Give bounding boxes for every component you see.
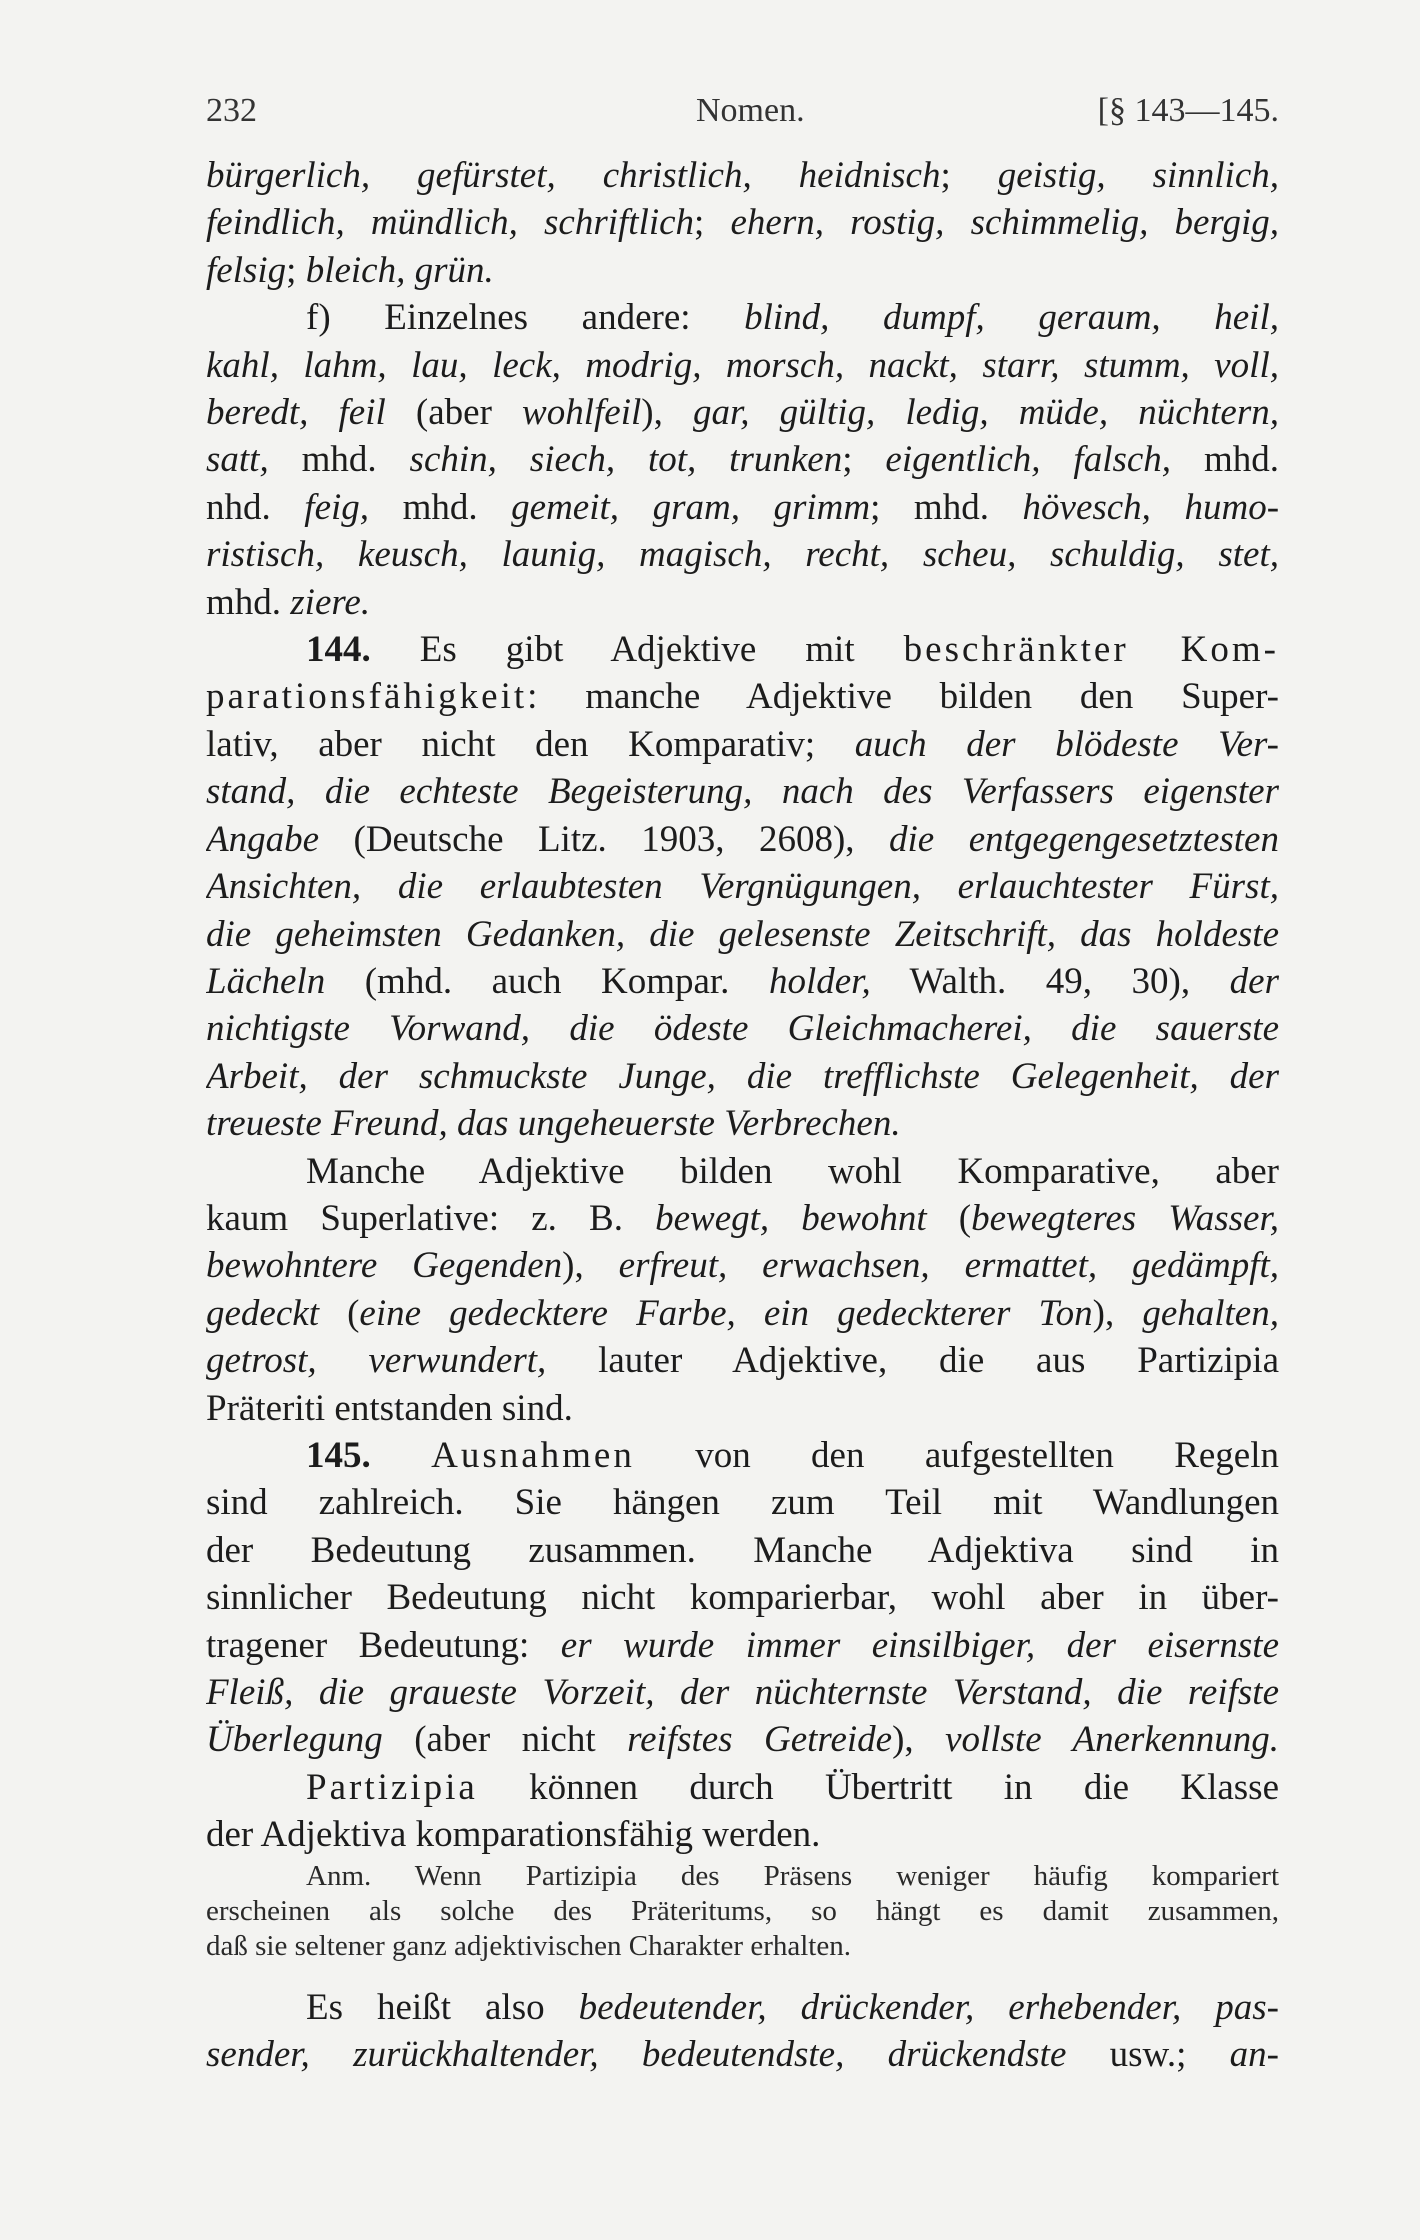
page-number: 232 [206,92,257,129]
text-line: mhd. ziere. [206,581,371,623]
running-header [206,92,1279,152]
body-text [206,152,1279,2078]
text-line: gedeckt (eine gedecktere Farbe, ein gedeckterer Ton), gehalten, [206,1292,1279,1334]
text-line: daß sie seltener ganz adjektivischen Charakter erhalten. [206,1929,851,1962]
text-line: sender, zurückhaltender, bedeutendste, drückendste usw.; an- [206,2034,1279,2076]
text-line: feindlich, mündlich, schriftlich; ehern, rostig, schimmelig, bergig, [206,202,1279,244]
text-line: nichtigste Vorwand, die ödeste Gleichmacherei, die sauerste [206,1008,1279,1050]
text-line: stand, die echteste Begeisterung, nach des Verfassers eigenster [206,771,1279,813]
text-line: Partizipia können durch Übertritt in die Klasse [306,1766,1279,1808]
text-line: 145. Ausnahmen von den aufgestellten Regeln [306,1434,1279,1476]
text-line: Manche Adjektive bilden wohl Komparative, aber [306,1150,1279,1192]
text-line: treueste Freund, das ungeheuerste Verbrechen. [206,1103,901,1145]
text-line: Anm. Wenn Partizipia des Präsens weniger häufig kompariert [306,1859,1279,1892]
text-line: erscheinen als solche des Präteritums, so hängt es damit zusammen, [206,1894,1279,1927]
text-line: satt, mhd. schin, siech, tot, trunken; eigentlich, falsch, mhd. [206,439,1279,481]
spacer [206,1964,1279,1984]
text-line: kaum Superlative: z. B. bewegt, bewohnt (bewegteres Wasser, [206,1197,1279,1239]
text-line: 144. Es gibt Adjektive mit beschränkter Kom- [306,629,1279,671]
text-line: Es heißt also bedeutender, drückender, erhebender, pas- [306,1986,1279,2028]
text-line: felsig; bleich, grün. [206,249,494,291]
text-line: Lächeln (mhd. auch Kompar. holder, Walth. 49, 30), der [206,960,1279,1002]
text-line: Fleiß, die graueste Vorzeit, der nüchternste Verstand, die reifste [206,1672,1279,1713]
section-range: [§ 143—145. [1097,92,1279,129]
text-line: Präteriti entstanden sind. [206,1387,573,1429]
text-line: Überlegung (aber nicht reifstes Getreide), vollste Anerkennung. [206,1719,1279,1761]
text-line: f) Einzelnes andere: blind, dumpf, geraum, heil, [306,297,1279,339]
text-line: der Adjektiva komparationsfähig werden. [206,1814,821,1856]
text-line: bewohntere Gegenden), erfreut, erwachsen, ermattet, gedämpft, [206,1245,1279,1287]
text-line: sind zahlreich. Sie hängen zum Teil mit Wandlungen [206,1482,1279,1524]
text-line: kahl, lahm, lau, leck, modrig, morsch, nackt, starr, stumm, voll, [206,344,1279,386]
text-line: parationsfähigkeit: manche Adjektive bilden den Super- [206,676,1279,718]
running-title: Nomen. [696,92,805,129]
text-line: Ansichten, die erlaubtesten Vergnügungen, erlauchtester Fürst, [206,866,1279,908]
text-line: bürgerlich, gefürstet, christlich, heidnisch; geistig, sinnlich, [206,155,1279,196]
text-line: der Bedeutung zusammen. Manche Adjektiva sind in [206,1529,1279,1571]
text-line: tragener Bedeutung: er wurde immer einsilbiger, der eisernste [206,1624,1279,1666]
text-line: ristisch, keusch, launig, magisch, recht, scheu, schuldig, stet, [206,534,1279,576]
text-line: nhd. feig, mhd. gemeit, gram, grimm; mhd. hövesch, humo- [206,486,1279,528]
text-line: beredt, feil (aber wohlfeil), gar, gültig, ledig, müde, nüchtern, [206,392,1279,434]
text-line: getrost, verwundert, lauter Adjektive, die aus Partizipia [206,1340,1279,1382]
text-line: Angabe (Deutsche Litz. 1903, 2608), die entgegengesetztesten [206,818,1279,860]
text-line: sinnlicher Bedeutung nicht komparierbar, wohl aber in über- [206,1577,1279,1619]
text-line: lativ, aber nicht den Komparativ; auch der blödeste Ver- [206,723,1279,765]
text-line: Arbeit, der schmuckste Junge, die trefflichste Gelegenheit, der [206,1055,1279,1097]
text-line: die geheimsten Gedanken, die gelesenste Zeitschrift, das holdeste [206,913,1279,955]
